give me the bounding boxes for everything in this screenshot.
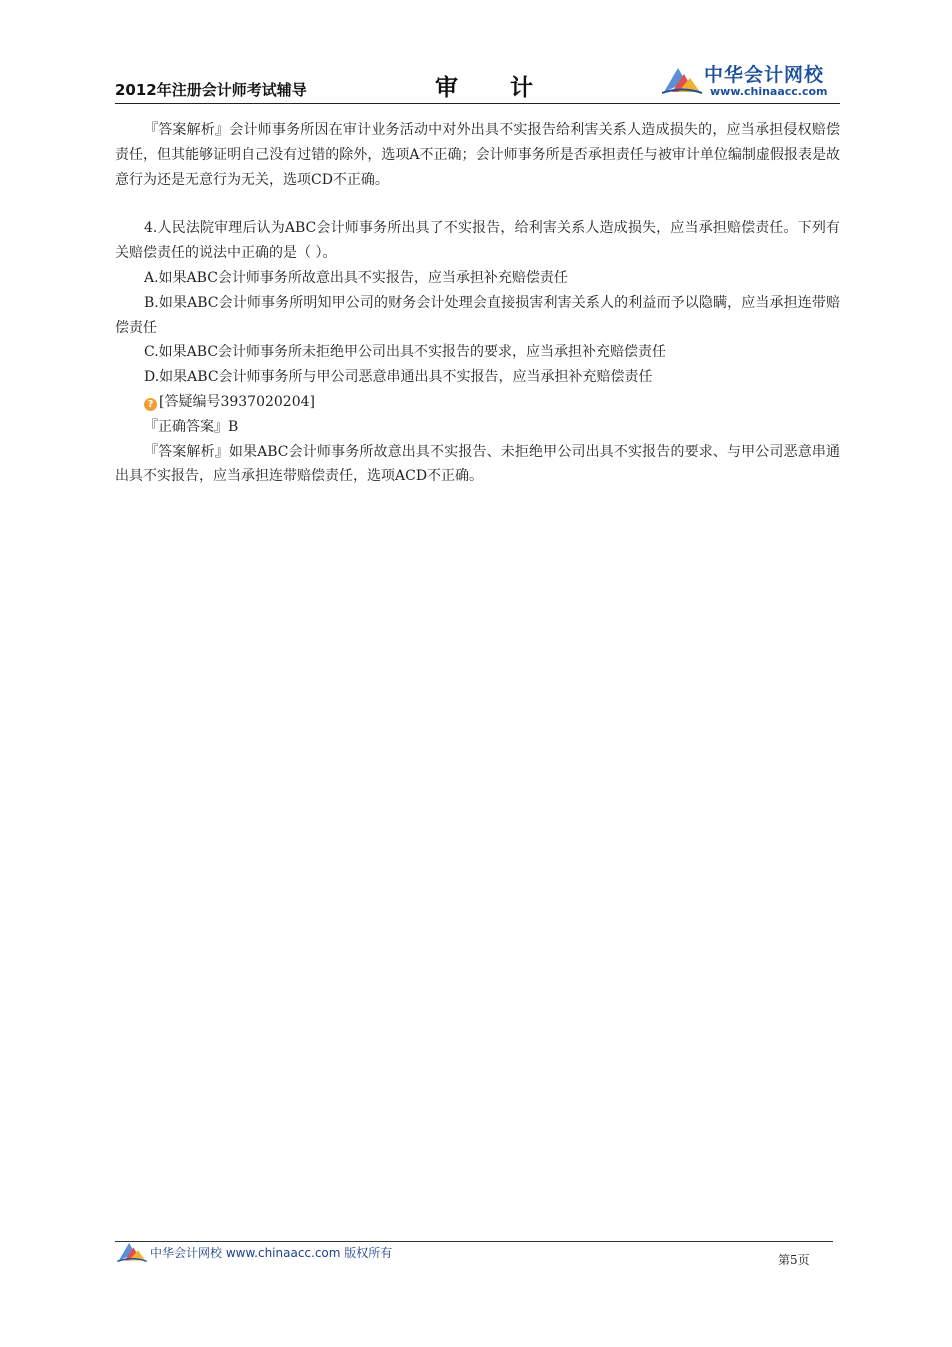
- subject-title: 审计: [435, 75, 585, 101]
- exam-title: 2012年注册会计师考试辅导: [115, 81, 307, 99]
- question-4: 4.人民法院审理后认为ABC会计师事务所出具了不实报告，给利害关系人造成损失，应当承担赔偿责任。下列有关赔偿责任的说法中正确的是（ ）。: [115, 220, 840, 262]
- footer-divider: [115, 1241, 833, 1242]
- logo-url: www.chinaacc.com: [710, 85, 828, 98]
- chinaacc-logo-icon: [662, 64, 702, 94]
- answer-explanation-2: 『答案解析』如果ABC会计师事务所故意出具不实报告、未拒绝甲公司出具不实报告的要求、与甲公司恶意串通出具不实报告，应当承担连带赔偿责任，选项ACD不正确。: [115, 443, 840, 485]
- qa-number[interactable]: [答疑编号3937020204]: [159, 393, 315, 410]
- qa-reference[interactable]: [115, 390, 840, 415]
- header-divider: [115, 103, 840, 104]
- page-header: [115, 58, 840, 104]
- question-icon[interactable]: ?: [144, 398, 157, 411]
- spacer: [115, 192, 840, 216]
- footer-logo-icon: [117, 1240, 147, 1262]
- option-c: C.如果ABC会计师事务所未拒绝甲公司出具不实报告的要求，应当承担补充赔偿责任: [144, 344, 667, 361]
- document-body: [115, 118, 840, 489]
- option-d: D.如果ABC会计师事务所与甲公司恶意串通出具不实报告，应当承担补充赔偿责任: [144, 369, 653, 386]
- site-logo[interactable]: [662, 60, 840, 100]
- footer-copyright: 中华会计网校 www.chinaacc.com 版权所有: [150, 1246, 393, 1260]
- option-a: A.如果ABC会计师事务所故意出具不实报告，应当承担补充赔偿责任: [144, 269, 568, 286]
- correct-answer: 『正确答案』B: [144, 418, 239, 435]
- page-number: 第5页: [778, 1253, 810, 1267]
- answer-explanation-1: 『答案解析』会计师事务所因在审计业务活动中对外出具不实报告给利害关系人造成损失的，应当承担侵权赔偿责任，但其能够证明自己没有过错的除外，选项A不正确；会计师事务所是否承担责任与被审计单位编制虚假报表是故意行为还是无意行为无关，选项CD不正确。: [115, 122, 840, 188]
- option-b: B.如果ABC会计师事务所明知甲公司的财务会计处理会直接损害利害关系人的利益而予以隐瞒，应当承担连带赔偿责任: [115, 294, 840, 336]
- logo-name: 中华会计网校: [704, 64, 825, 86]
